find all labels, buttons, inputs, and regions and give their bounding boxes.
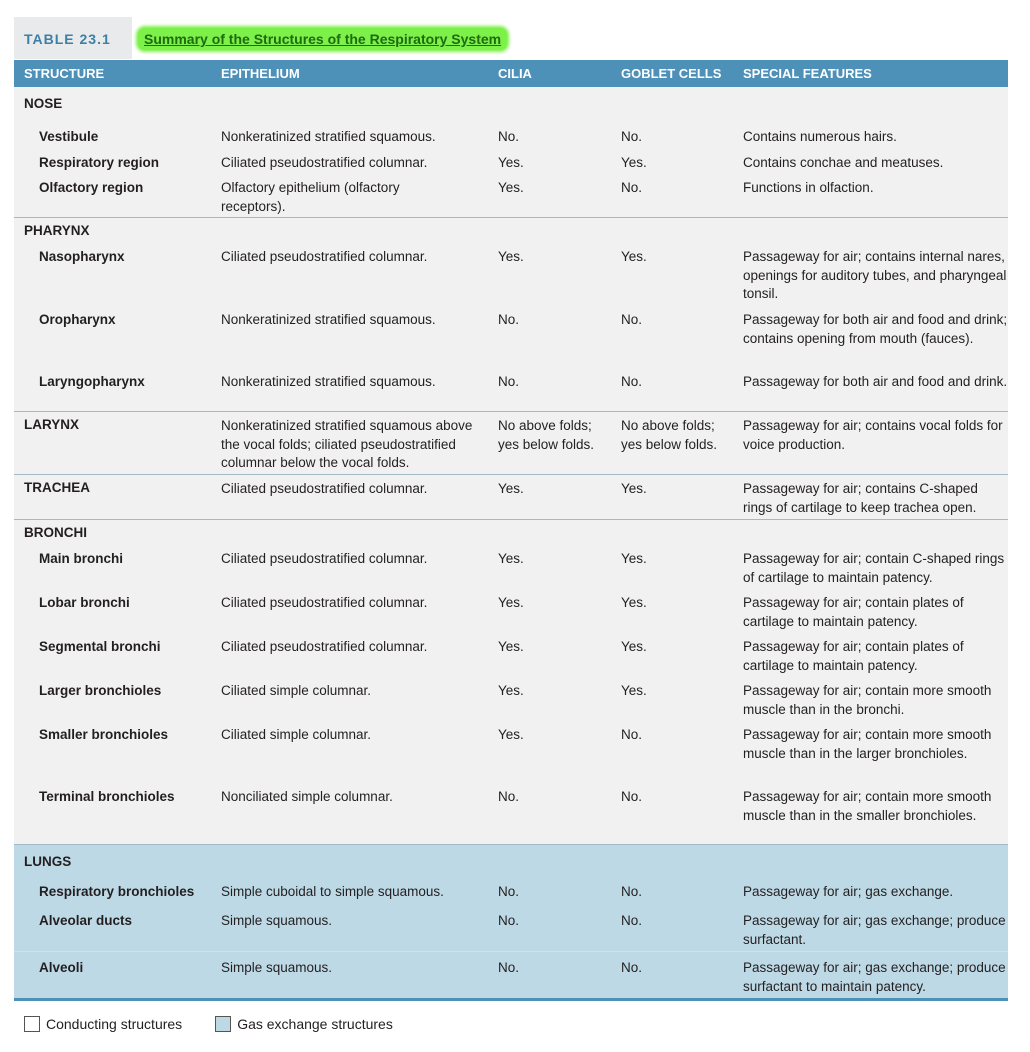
cilia-cell: No. (498, 960, 520, 975)
column-header-special-features: SPECIAL FEATURES (743, 66, 872, 81)
goblet-cell: Yes. (621, 639, 647, 654)
conducting-swatch-icon (24, 1016, 40, 1032)
features-cell: Passageway for air; contains vocal folds for voice production. (743, 418, 1003, 452)
epithelium-cell: Nonkeratinized stratified squamous. (221, 312, 436, 327)
goblet-cell: No. (621, 180, 643, 195)
epithelium-cell: Ciliated simple columnar. (221, 683, 372, 698)
goblet-cell: No. (621, 884, 643, 899)
epithelium-cell: Simple squamous. (221, 913, 333, 928)
cilia-cell: No. (498, 129, 520, 144)
structure-cell: Olfactory region (39, 180, 144, 195)
features-cell: Passageway for air; contains internal nares, openings for auditory tubes, and pharyngeal tonsil. (743, 249, 1007, 301)
table-body (14, 87, 1008, 999)
legend-item-conducting (24, 1016, 182, 1032)
epithelium-cell: Nonkeratinized stratified squamous. (221, 129, 436, 144)
structure-cell: Segmental bronchi (39, 639, 161, 654)
column-header-bar (14, 60, 1008, 87)
group-bronchi (14, 520, 1008, 845)
legend-item-gas-exchange (215, 1016, 393, 1032)
features-cell: Passageway for both air and food and drink; contains opening from mouth (fauces). (743, 312, 1008, 346)
goblet-cell: No above folds; yes below folds. (621, 418, 718, 452)
goblet-cell: No. (621, 960, 643, 975)
goblet-cell: Yes. (621, 551, 647, 566)
features-cell: Passageway for air; contain plates of cartilage to maintain patency. (743, 595, 964, 629)
goblet-cell: No. (621, 789, 643, 804)
cilia-cell: No above folds; yes below folds. (498, 418, 595, 452)
goblet-cell: Yes. (621, 249, 647, 264)
cilia-cell: Yes. (498, 155, 524, 170)
goblet-cell: Yes. (621, 595, 647, 610)
group-lungs (14, 845, 1008, 999)
structure-cell: Respiratory bronchioles (39, 884, 195, 899)
epithelium-cell: Nonkeratinized stratified squamous. (221, 374, 436, 389)
cilia-cell: Yes. (498, 595, 524, 610)
structure-cell: Smaller bronchioles (39, 727, 169, 742)
features-cell: Contains numerous hairs. (743, 129, 897, 144)
epithelium-cell: Simple squamous. (221, 960, 333, 975)
group-nose (14, 87, 1008, 218)
group-larynx (14, 412, 1008, 475)
legend (24, 1016, 426, 1032)
goblet-cell: No. (621, 727, 643, 742)
cilia-cell: Yes. (498, 639, 524, 654)
cilia-cell: Yes. (498, 551, 524, 566)
features-cell: Passageway for air; contain more smooth muscle than in the bronchi. (743, 683, 992, 717)
structure-cell: Lobar bronchi (39, 595, 130, 610)
group-label: BRONCHI (24, 525, 87, 540)
features-cell: Passageway for air; contain plates of cartilage to maintain patency. (743, 639, 964, 673)
features-cell: Passageway for air; gas exchange; produce surfactant to maintain patency. (743, 960, 1006, 994)
cilia-cell: No. (498, 789, 520, 804)
row-divider (14, 951, 1008, 952)
goblet-cell: Yes. (621, 155, 647, 170)
features-cell: Passageway for air; contain more smooth muscle than in the smaller bronchioles. (743, 789, 992, 823)
features-cell: Passageway for air; contain more smooth muscle than in the larger bronchioles. (743, 727, 992, 761)
epithelium-cell: Simple cuboidal to simple squamous. (221, 884, 444, 899)
structure-cell: Vestibule (39, 129, 99, 144)
structure-cell: Main bronchi (39, 551, 123, 566)
cilia-cell: Yes. (498, 683, 524, 698)
features-cell: Functions in olfaction. (743, 180, 874, 195)
column-header-cilia: CILIA (498, 66, 532, 81)
features-cell: Contains conchae and meatuses. (743, 155, 944, 170)
table-number: TABLE 23.1 (14, 17, 132, 59)
goblet-cell: No. (621, 374, 643, 389)
gas-exchange-swatch-icon (215, 1016, 231, 1032)
features-cell: Passageway for air; gas exchange; produce surfactant. (743, 913, 1006, 947)
epithelium-cell: Ciliated simple columnar. (221, 727, 372, 742)
features-cell: Passageway for air; contain C-shaped rings of cartilage to maintain patency. (743, 551, 1005, 585)
cilia-cell: No. (498, 884, 520, 899)
column-header-epithelium: EPITHELIUM (221, 66, 300, 81)
structure-cell: Terminal bronchioles (39, 789, 175, 804)
group-trachea (14, 475, 1008, 520)
structure-cell: Nasopharynx (39, 249, 125, 264)
table-heading (14, 17, 507, 59)
structure-cell: Alveoli (39, 960, 84, 975)
cilia-cell: Yes. (498, 481, 524, 496)
cilia-cell: No. (498, 913, 520, 928)
epithelium-cell: Ciliated pseudostratified columnar. (221, 155, 428, 170)
epithelium-cell: Nonkeratinized stratified squamous above the vocal folds; ciliated pseudostratified columnar below the vocal folds. (221, 418, 473, 470)
column-header-goblet-cells: GOBLET CELLS (621, 66, 722, 81)
epithelium-cell: Ciliated pseudostratified columnar. (221, 639, 428, 654)
goblet-cell: No. (621, 129, 643, 144)
legend-label: Conducting structures (46, 1016, 183, 1032)
group-label: LARYNX (24, 417, 80, 432)
epithelium-cell: Ciliated pseudostratified columnar. (221, 249, 428, 264)
features-cell: Passageway for air; gas exchange. (743, 884, 954, 899)
group-pharynx (14, 218, 1008, 412)
group-label: TRACHEA (24, 480, 90, 495)
column-header-structure: STRUCTURE (24, 66, 105, 81)
goblet-cell: Yes. (621, 481, 647, 496)
legend-label: Gas exchange structures (237, 1016, 393, 1032)
goblet-cell: Yes. (621, 683, 647, 698)
cilia-cell: No. (498, 312, 520, 327)
structure-cell: Laryngopharynx (39, 374, 145, 389)
group-label: LUNGS (24, 854, 72, 869)
epithelium-cell: Ciliated pseudostratified columnar. (221, 551, 428, 566)
epithelium-cell: Ciliated pseudostratified columnar. (221, 595, 428, 610)
epithelium-cell: Nonciliated simple columnar. (221, 789, 393, 804)
table-title-link[interactable]: Summary of the Structures of the Respiratory System (138, 28, 507, 50)
group-label: PHARYNX (24, 223, 90, 238)
cilia-cell: Yes. (498, 727, 524, 742)
epithelium-cell: Olfactory epithelium (olfactory receptors). (221, 180, 400, 214)
group-label: NOSE (24, 96, 63, 111)
structure-cell: Respiratory region (39, 155, 160, 170)
cilia-cell: Yes. (498, 180, 524, 195)
features-cell: Passageway for air; contains C-shaped rings of cartilage to keep trachea open. (743, 481, 978, 515)
epithelium-cell: Ciliated pseudostratified columnar. (221, 481, 428, 496)
table-bottom-rule (14, 998, 1008, 1001)
cilia-cell: No. (498, 374, 520, 389)
goblet-cell: No. (621, 312, 643, 327)
cilia-cell: Yes. (498, 249, 524, 264)
goblet-cell: No. (621, 913, 643, 928)
structure-cell: Oropharynx (39, 312, 116, 327)
features-cell: Passageway for both air and food and drink. (743, 374, 1008, 389)
structure-cell: Larger bronchioles (39, 683, 162, 698)
structure-cell: Alveolar ducts (39, 913, 133, 928)
